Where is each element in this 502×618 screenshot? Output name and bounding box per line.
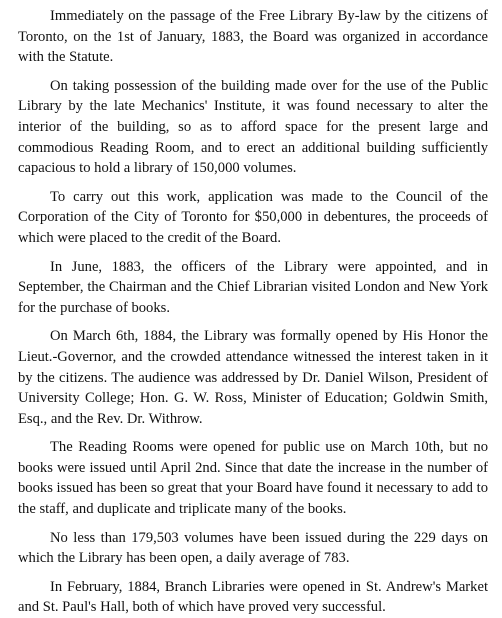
- paragraph-building-alterations: On taking possession of the building made over for the use of the Public Library by the late Mechanics' Institute, it was found necessary to alter the interior of the building, so as to afford space for the present large and commodious Reading Room, and to erect an additional building sufficiently capacious to hold a library of 150,000 volumes.: [18, 77, 488, 177]
- paragraph-board-organized: Immediately on the passage of the Free Library By-law by the citizens of Toronto, on the 1st of January, 1883, the Board was organized in accordance with the Statute.: [18, 8, 488, 66]
- paragraph-reading-rooms: The Reading Rooms were opened for public use on March 10th, but no books were issued until April 2nd. Since that date the increase in the number of books issued has been so great that your Board have found it necessary to add to the staff, and duplicate and triplicate many of the books.: [18, 439, 488, 518]
- paragraph-branch-libraries: In February, 1884, Branch Libraries were opened in St. Andrew's Market and St. Paul's Hall, both of which have proved very successful.: [18, 578, 488, 616]
- paragraph-library-opening: On March 6th, 1884, the Library was formally opened by His Honor the Lieut.-Governor, and the crowded attendance witnessed the interest taken in it by the citizens. The audience was addressed by Dr. Daniel Wilson, President of University College; Hon. G. W. Ross, Minister of Education; Goldwin Smith, Esq., and the Rev. Dr. Withrow.: [18, 328, 488, 427]
- paragraph-debentures: To carry out this work, application was made to the Council of the Corporation of the City of Toronto for $50,000 in debentures, the proceeds of which were placed to the credit of the Board.: [18, 188, 488, 246]
- document-page: [18, 6, 488, 618]
- paragraph-officers-appointed: In June, 1883, the officers of the Library were appointed, and in September, the Chairman and the Chief Librarian visited London and New York for the purchase of books.: [18, 258, 488, 316]
- paragraph-volumes-issued: No less than 179,503 volumes have been issued during the 229 days on which the Library has been open, a daily average of 783.: [18, 529, 488, 567]
